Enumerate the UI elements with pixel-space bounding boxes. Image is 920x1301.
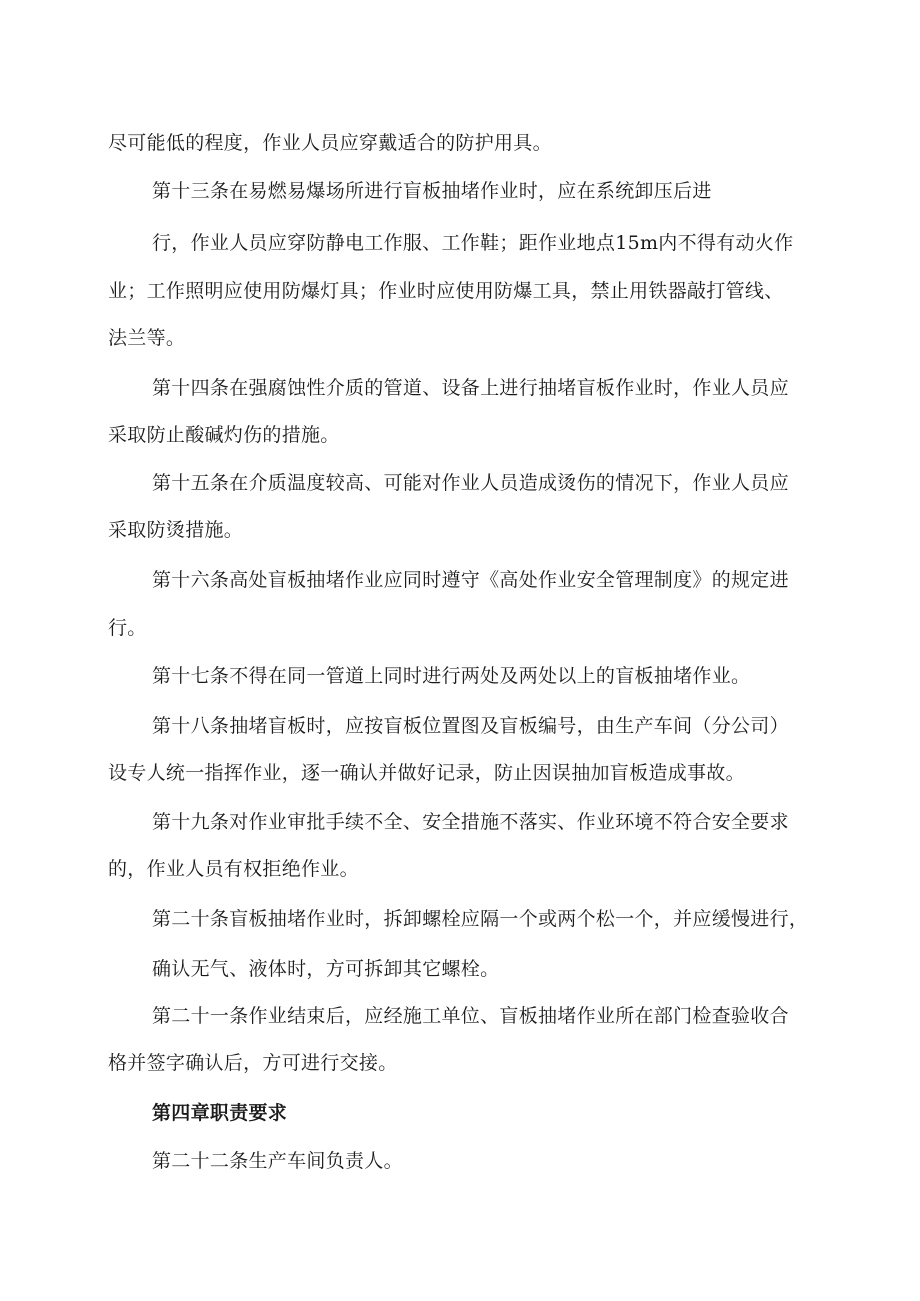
text-line: 设专人统一指挥作业，逐一确认并做好记录，防止因误抽加盲板造成事故。 <box>108 762 745 784</box>
text-line: 第二十一条作业结束后，应经施工单位、盲板抽堵作业所在部门检查验收合 <box>152 1005 789 1027</box>
chapter-heading: 第四章职责要求 <box>152 1102 288 1124</box>
text-line: 第十三条在易燃易爆场所进行盲板抽堵作业时，应在系统卸压后进 <box>152 180 712 202</box>
text-line: 第十四条在强腐蚀性介质的管道、设备上进行抽堵盲板作业时，作业人员应 <box>152 377 789 399</box>
text-line: 第二十条盲板抽堵作业时，拆卸螺栓应隔一个或两个松一个，并应缓慢进行， <box>152 908 809 930</box>
text-line: 的，作业人员有权拒绝作业。 <box>108 858 359 880</box>
text-line: 法兰等。 <box>108 327 186 349</box>
text-line: 行。 <box>108 617 147 639</box>
text-line: 确认无气、液体时，方可拆卸其它螺栓。 <box>152 958 500 980</box>
text-line: 采取防烫措施。 <box>108 519 244 541</box>
text-line: 第十七条不得在同一管道上同时进行两处及两处以上的盲板抽堵作业。 <box>152 665 751 687</box>
text-line: 第十五条在介质温度较高、可能对作业人员造成烫伤的情况下，作业人员应 <box>152 472 789 494</box>
text-line: 尽可能低的程度，作业人员应穿戴适合的防护用具。 <box>108 132 552 154</box>
text-line: 格并签字确认后，方可进行交接。 <box>108 1052 398 1074</box>
text-line: 第十九条对作业审批手续不全、安全措施不落实、作业环境不符合安全要求 <box>152 811 789 833</box>
text-line: 第十六条高处盲板抽堵作业应同时遵守《高处作业安全管理制度》的规定进 <box>152 569 789 591</box>
text-line: 采取防止酸碱灼伤的措施。 <box>108 424 340 446</box>
text-line: 业；工作照明应使用防爆灯具；作业时应使用防爆工具，禁止用铁器敲打管线、 <box>108 280 784 302</box>
text-line: 行，作业人员应穿防静电工作服、工作鞋；距作业地点15m内不得有动火作 <box>152 232 794 254</box>
text-line: 第十八条抽堵盲板时，应按盲板位置图及盲板编号，由生产车间（分公司） <box>152 715 789 737</box>
text-line: 第二十二条生产车间负责人。 <box>152 1150 403 1172</box>
